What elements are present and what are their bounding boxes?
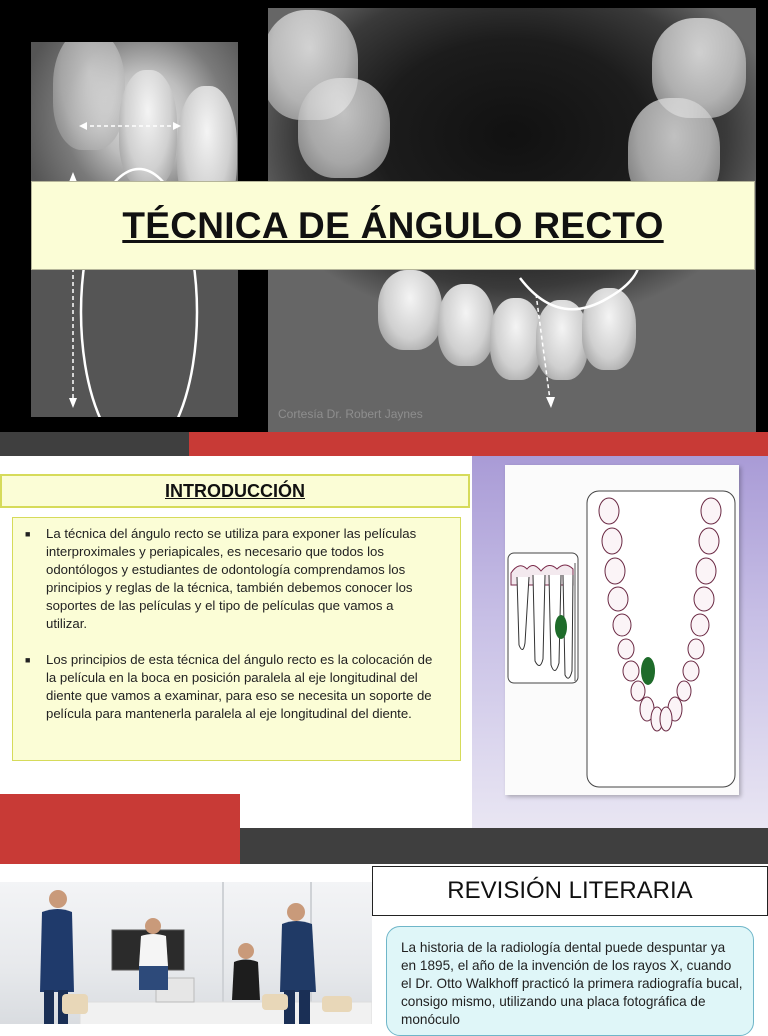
review-heading: REVISIÓN LITERARIA	[447, 877, 693, 904]
review-heading-box	[372, 866, 768, 916]
film-marker-side	[555, 615, 567, 639]
intro-bullet-text: La técnica del ángulo recto se utiliza para exponer las películas interproximales y periapicales, es necesario que todos los odontólogos y estudiantes de odontología comprendamos los principios y reglas de la técnica, también debemos conocer los soportes de las películas y el tipo de películas que vamos a utilizar.	[46, 526, 417, 631]
decorative-stripe	[0, 794, 240, 864]
film-marker-arch	[641, 657, 655, 685]
bullet-icon: ■	[25, 655, 31, 665]
slide-title: TÉCNICA DE ÁNGULO RECTO	[122, 204, 664, 246]
title-banner	[31, 181, 755, 270]
bullet-icon: ■	[25, 529, 31, 539]
intro-bullet-text: Los principios de esta técnica del ángulo recto es la colocación de la película en la boca en posición paralela al eje longitudinal del diente que vamos a examinar, para eso se necesita un soporte de película para mantenerla paralela al eje longitudinal del diente.	[46, 652, 433, 721]
decorative-stripe	[240, 828, 768, 864]
dental-arch-diagram	[505, 465, 739, 795]
intro-heading-box	[0, 474, 470, 508]
decorative-stripe	[0, 432, 189, 456]
intro-heading: INTRODUCCIÓN	[165, 480, 305, 501]
meeting-photo	[0, 882, 372, 1024]
review-body-text: La historia de la radiología dental puede despuntar ya en 1895, el año de la invención de los rayos X, cuando el Dr. Otto Walkhoff practicó la primera radiografía bucal, consigo mismo, utilizando una placa fotográfica de monóculo	[401, 940, 743, 1027]
film-position-diagram	[505, 465, 739, 795]
review-text-box	[386, 926, 754, 1036]
decorative-stripe	[189, 432, 768, 456]
intro-text-box	[12, 517, 461, 761]
intro-bullet	[25, 651, 448, 723]
intro-bullet	[25, 525, 448, 633]
xray-credit: Cortesía Dr. Robert Jaynes	[278, 407, 423, 421]
